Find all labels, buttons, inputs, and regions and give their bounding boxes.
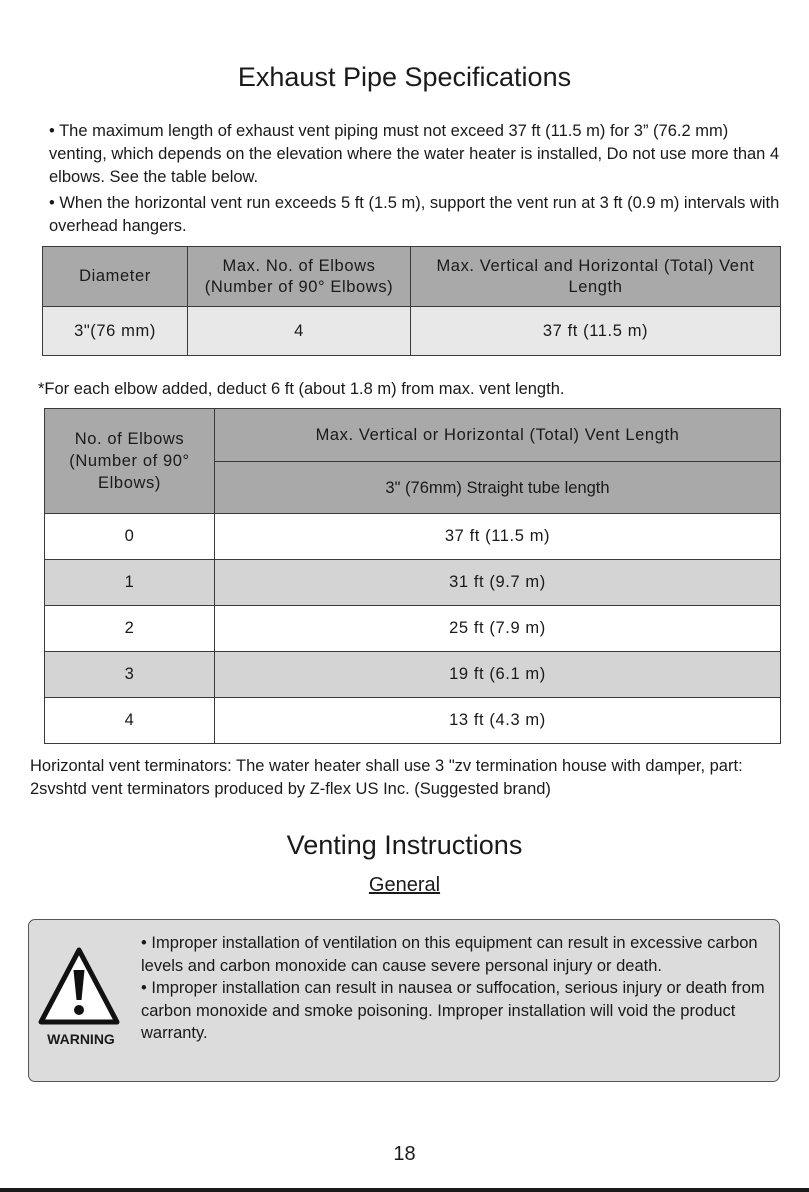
warning-label: WARNING (47, 1031, 115, 1047)
vent-length-cell: 37 ft (11.5 m) (215, 514, 781, 560)
warning-triangle-icon (37, 946, 121, 1030)
elbow-count-cell: 1 (45, 560, 215, 606)
elbow-count-cell: 3 (45, 652, 215, 698)
table-row (45, 606, 781, 652)
deduct-note: *For each elbow added, deduct 6 ft (about 1.8 m) from max. vent length. (38, 380, 565, 398)
page-number: 18 (393, 1143, 416, 1165)
intro-paragraph-max-length: • The maximum length of exhaust vent piping must not exceed 37 ft (11.5 m) for 3” (76.2 mm) venting, which depends on the elevation where the water heater is installed, Do not use more than 4 elbows. See the table below. (49, 122, 780, 186)
elbow-header-count: No. of Elbows (Number of 90° Elbows) (45, 409, 215, 514)
spec-header-vent-length: Max. Vertical and Horizontal (Total) Vent Length (411, 247, 781, 307)
spec-cell-elbows: 4 (188, 307, 411, 356)
spec-table-header (43, 247, 781, 307)
elbow-count-cell: 0 (45, 514, 215, 560)
warning-item: • Improper installation of ventilation on this equipment can result in excessive carbon levels and carbon monoxide can cause severe personal injury or death. (141, 934, 758, 975)
table-row (45, 560, 781, 606)
section-subtitle: General (368, 874, 441, 896)
spec-table (42, 246, 781, 356)
table-row (45, 698, 781, 744)
warning-text (141, 932, 771, 1045)
warning-box (28, 919, 780, 1082)
elbow-table (44, 408, 781, 744)
section-title: Venting Instructions (286, 830, 523, 860)
bottom-rule (0, 1188, 809, 1192)
spec-header-diameter: Diameter (43, 247, 188, 307)
intro-paragraph-support: • When the horizontal vent run exceeds 5 ft (1.5 m), support the vent run at 3 ft (0.9 m) intervals with overhead hangers. (49, 194, 780, 235)
table-row (45, 652, 781, 698)
page-title: Exhaust Pipe Specifications (237, 62, 572, 92)
spec-cell-vent-length: 37 ft (11.5 m) (411, 307, 781, 356)
spec-header-elbows: Max. No. of Elbows (Number of 90° Elbows) (188, 247, 411, 307)
table-row (43, 307, 781, 356)
spec-cell-diameter: 3"(76 mm) (43, 307, 188, 356)
vent-length-cell: 25 ft (7.9 m) (215, 606, 781, 652)
vent-length-cell: 13 ft (4.3 m) (215, 698, 781, 744)
elbow-header-vent-length: Max. Vertical or Horizontal (Total) Vent Length (215, 409, 781, 462)
elbow-count-cell: 4 (45, 698, 215, 744)
elbow-subheader-tube-length: 3" (76mm) Straight tube length (215, 462, 781, 514)
vent-length-cell: 19 ft (6.1 m) (215, 652, 781, 698)
vent-length-cell: 31 ft (9.7 m) (215, 560, 781, 606)
elbow-count-cell: 2 (45, 606, 215, 652)
warning-item: • Improper installation can result in nausea or suffocation, serious injury or death from carbon monoxide and smoke poisoning. Improper installation will void the product warranty. (141, 979, 765, 1042)
table-row (45, 514, 781, 560)
terminators-note: Horizontal vent terminators: The water heater shall use 3 "zv termination house with damper, part: 2svshtd vent terminators produced by Z-flex US Inc. (Suggested brand) (30, 757, 743, 798)
